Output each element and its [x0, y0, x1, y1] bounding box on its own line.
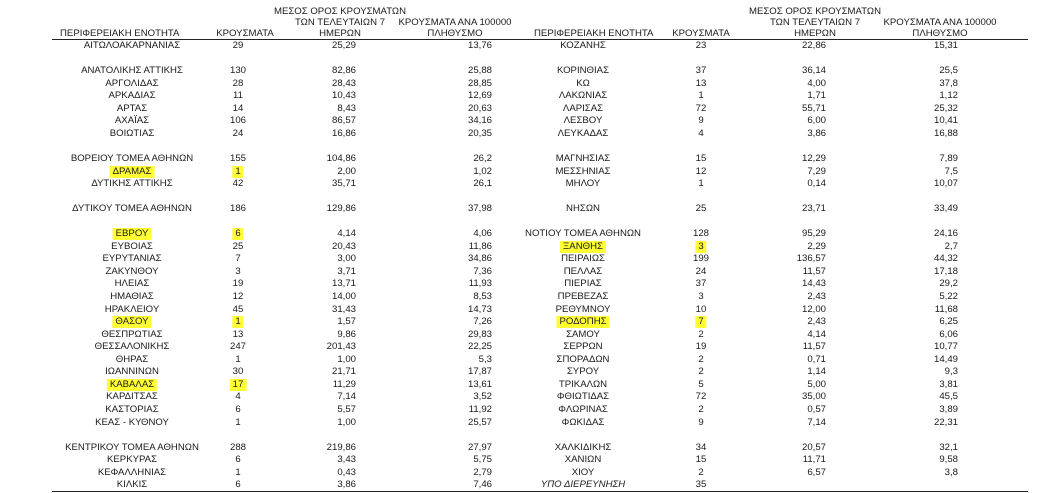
avg7-cell: 25,29: [331, 40, 356, 51]
cases-cell: 1: [235, 353, 241, 365]
per100k-cell: 8,53: [473, 291, 492, 302]
cases-cell: 23: [695, 40, 707, 51]
per100k-cell: 11,92: [468, 403, 492, 415]
cases-cell: 72: [695, 102, 707, 114]
cases-cell: 30: [232, 366, 244, 378]
per100k-cell: 7,46: [473, 479, 492, 491]
avg7-cell: 4,14: [807, 328, 826, 340]
region-name-cell: ΘΗΡΑΣ: [115, 353, 149, 365]
cases-cell: 288: [229, 441, 247, 453]
avg7-cell: 1,71: [807, 90, 826, 102]
avg7-cell: 0,43: [337, 466, 356, 478]
region-name-cell: ΑΧΑΪΑΣ: [114, 115, 150, 127]
region-name-cell: ΦΘΙΩΤΙΔΑΣ: [556, 391, 610, 403]
region-name-cell: ΣΑΜΟΥ: [566, 328, 600, 340]
avg7-cell: 4,14: [337, 228, 356, 240]
avg7-cell: 9,86: [337, 328, 356, 340]
cases-cell: 106: [229, 115, 247, 127]
per100k-cell: 3,81: [939, 378, 958, 390]
avg7-cell: 21,71: [331, 366, 356, 378]
cases-cell: 24: [232, 127, 244, 139]
cases-cell: 199: [692, 253, 710, 265]
cases-cell: 37: [695, 65, 707, 77]
region-name-cell: ΔΥΤΙΚΟΥ ΤΟΜΕΑ ΑΘΗΝΩΝ: [72, 203, 192, 215]
cases-cell: 15: [695, 152, 707, 164]
region-name-cell: ΧΑΝΙΩΝ: [564, 454, 602, 466]
cases-cell: 15: [695, 454, 707, 466]
region-name-cell: ΛΕΥΚΑΔΑΣ: [557, 127, 609, 139]
per100k-cell: 6,06: [939, 328, 958, 340]
cases-cell: 186: [229, 203, 247, 215]
avg7-cell: 2,00: [337, 165, 356, 177]
region-name-cell: ΙΩΑΝΝΙΝΩΝ: [105, 366, 159, 378]
avg7-cell: 4,00: [807, 77, 826, 89]
left-header-region: ΠΕΡΙΦΕΡΕΙΑΚΗ ΕΝΟΤΗΤΑ: [60, 28, 180, 39]
cases-cell: 4: [698, 127, 704, 139]
region-name-cell: ΚΩ: [576, 77, 590, 89]
per100k-cell: 33,49: [933, 203, 958, 215]
per100k-cell: 3,89: [939, 403, 958, 415]
avg7-cell: 55,71: [801, 102, 826, 114]
region-name-cell: ΝΗΣΩΝ: [566, 203, 600, 215]
avg7-cell: 1,14: [807, 366, 826, 378]
region-name-cell: ΚΕΦΑΛΛΗΝΙΑΣ: [97, 466, 167, 478]
avg7-cell: 11,57: [802, 265, 826, 277]
cases-cell: 1: [232, 316, 243, 328]
avg7-cell: 11,57: [802, 341, 826, 353]
region-name-cell: ΚΑΒΑΛΑΣ: [107, 379, 157, 391]
per100k-cell: 1,12: [939, 90, 958, 102]
per100k-cell: 9,3: [944, 366, 958, 378]
per100k-cell: 10,07: [933, 178, 958, 190]
avg7-cell: 35,71: [331, 178, 356, 190]
cases-cell: 10: [695, 303, 707, 315]
per100k-cell: 26,1: [473, 178, 492, 190]
cases-cell: 3: [235, 265, 241, 277]
avg7-cell: 95,29: [801, 228, 826, 240]
cases-cell: 1: [698, 90, 704, 102]
per100k-cell: 25,57: [467, 416, 492, 428]
cases-cell: 3: [695, 241, 706, 253]
cases-cell: 155: [229, 152, 247, 164]
cases-cell: 14: [232, 102, 244, 114]
region-name-cell: ΕΒΡΟΥ: [113, 228, 152, 240]
cases-cell: 2: [698, 403, 704, 415]
region-name-cell: ΠΕΛΛΑΣ: [563, 265, 603, 277]
per100k-cell: 15,31: [933, 40, 958, 51]
cases-cell: 13: [695, 77, 707, 89]
region-name-cell: ΚΑΡΔΙΤΣΑΣ: [106, 391, 158, 403]
per100k-cell: 11,68: [934, 303, 958, 315]
cases-cell: 6: [235, 479, 241, 491]
per100k-cell: 3,8: [944, 466, 958, 478]
cases-cell: 2: [698, 353, 704, 365]
cases-cell: 28: [232, 77, 244, 89]
avg7-cell: 82,86: [331, 65, 356, 77]
avg7-cell: 6,57: [807, 466, 826, 478]
per100k-cell: 10,77: [933, 341, 958, 353]
per100k-cell: 29,2: [939, 278, 958, 290]
region-name-cell: ΚΙΛΚΙΣ: [116, 479, 148, 491]
region-name-cell: ΛΕΣΒΟΥ: [563, 115, 603, 127]
per100k-cell: 24,16: [933, 228, 958, 240]
region-name-cell: ΘΑΣΟΥ: [112, 316, 151, 328]
per100k-cell: 25,32: [933, 102, 958, 114]
right-header-cases: ΚΡΟΥΣΜΑΤΑ: [672, 28, 730, 39]
avg7-cell: 104,86: [326, 152, 356, 164]
region-name-cell: ΔΥΤΙΚΗΣ ΑΤΤΙΚΗΣ: [91, 178, 173, 190]
region-name-cell: ΚΕΡΚΥΡΑΣ: [106, 454, 158, 466]
cases-cell: 34: [695, 441, 707, 453]
region-name-cell: ΚΑΣΤΟΡΙΑΣ: [105, 403, 159, 415]
per100k-cell: 3,52: [473, 391, 492, 403]
avg7-cell: 2,29: [807, 240, 826, 252]
region-name-cell: ΣΕΡΡΩΝ: [563, 341, 603, 353]
cases-cell: 12: [695, 165, 707, 177]
region-name-cell: ΜΑΓΝΗΣΙΑΣ: [555, 152, 611, 164]
right-header-per100k: ΚΡΟΥΣΜΑΤΑ ΑΝΑ 100000 ΠΛΗΘΥΣΜΟ: [883, 17, 997, 39]
cases-cell: 35: [695, 479, 707, 491]
region-name-cell: ΝΟΤΙΟΥ ΤΟΜΕΑ ΑΘΗΝΩΝ: [525, 228, 641, 240]
cases-cell: 6: [235, 454, 241, 466]
cases-cell: 29: [232, 40, 244, 51]
region-name-cell: ΗΡΑΚΛΕΙΟΥ: [104, 303, 160, 315]
region-name-cell: ΑΙΤΩΛΟΑΚΑΡΝΑΝΙΑΣ: [83, 40, 181, 51]
cases-cell: 2: [698, 328, 704, 340]
cases-cell: 130: [229, 65, 247, 77]
cases-cell: 25: [695, 203, 707, 215]
avg7-cell: 6,00: [807, 115, 826, 127]
per100k-cell: 22,25: [467, 341, 492, 353]
region-name-cell: ΘΕΣΠΡΩΤΙΑΣ: [101, 328, 163, 340]
region-name-cell: ΕΥΒΟΙΑΣ: [111, 240, 153, 252]
avg7-cell: 20,43: [331, 240, 356, 252]
region-name-cell: ΠΡΕΒΕΖΑΣ: [557, 291, 609, 302]
avg7-cell: 14,43: [801, 278, 826, 290]
avg7-cell: 12,00: [801, 303, 826, 315]
avg7-cell: 23,71: [801, 203, 826, 215]
region-name-cell: ΚΕΑΣ - ΚΥΘΝΟΥ: [95, 416, 169, 428]
region-name-cell: ΡΕΘΥΜΝΟΥ: [555, 303, 611, 315]
avg7-cell: 3,43: [337, 454, 356, 466]
per100k-cell: 7,5: [944, 165, 958, 177]
cases-cell: 72: [695, 391, 707, 403]
region-name-cell: ΜΕΣΣΗΝΙΑΣ: [555, 165, 611, 177]
avg7-cell: 3,71: [337, 265, 356, 277]
per100k-cell: 25,88: [467, 65, 492, 77]
cases-cell: 19: [695, 341, 707, 353]
cases-cell: 7: [695, 316, 706, 328]
cases-cell: 6: [232, 228, 243, 240]
avg7-cell: 7,14: [337, 391, 356, 403]
cases-cell: 19: [232, 278, 244, 290]
cases-cell: 1: [235, 466, 241, 478]
avg7-cell: 1,00: [337, 416, 356, 428]
avg7-cell: 5,57: [337, 403, 356, 415]
region-name-cell: ΤΡΙΚΑΛΩΝ: [558, 378, 608, 390]
per100k-cell: 44,32: [933, 253, 958, 265]
region-name-cell: ΒΟΙΩΤΙΑΣ: [109, 127, 155, 139]
region-name-cell: ΕΥΡΥΤΑΝΙΑΣ: [102, 253, 162, 265]
avg7-cell: 201,43: [326, 341, 356, 353]
avg7-cell: 0,14: [807, 178, 826, 190]
region-name-cell: ΥΠΟ ΔΙΕΡΕΥΝΗΣΗ: [540, 479, 626, 491]
cases-cell: 128: [692, 228, 710, 240]
per100k-cell: 14,73: [467, 303, 492, 315]
region-name-cell: ΗΛΕΙΑΣ: [114, 278, 150, 290]
per100k-cell: 10,41: [933, 115, 958, 127]
cases-cell: 1: [235, 416, 241, 428]
per100k-cell: 16,88: [933, 127, 958, 139]
region-name-cell: ΑΡΤΑΣ: [116, 102, 148, 114]
cases-cell: 1: [232, 166, 243, 178]
avg7-cell: 86,57: [331, 115, 356, 127]
left-header-per100k: ΚΡΟΥΣΜΑΤΑ ΑΝΑ 100000 ΠΛΗΘΥΣΜΟ: [398, 17, 512, 39]
region-name-cell: ΗΜΑΘΙΑΣ: [110, 291, 154, 302]
per100k-cell: 2,79: [473, 466, 492, 478]
avg7-cell: 11,71: [802, 454, 826, 466]
region-name-cell: ΠΙΕΡΙΑΣ: [564, 278, 602, 290]
left-header-avg7: ΜΕΣΟΣ ΟΡΟΣ ΚΡΟΥΣΜΑΤΩΝ ΤΩΝ ΤΕΛΕΥΤΑΙΩΝ 7 ΗΜΕΡΩΝ: [273, 6, 407, 39]
cases-cell: 6: [235, 403, 241, 415]
avg7-cell: 136,57: [796, 253, 826, 265]
per100k-cell: 1,02: [473, 165, 492, 177]
avg7-cell: 22,86: [801, 40, 826, 51]
region-name-cell: ΡΟΔΟΠΗΣ: [556, 316, 609, 328]
avg7-cell: 8,43: [337, 102, 356, 114]
avg7-cell: 2,43: [807, 291, 826, 302]
per100k-cell: 26,2: [473, 152, 492, 164]
region-name-cell: ΑΝΑΤΟΛΙΚΗΣ ΑΤΤΙΚΗΣ: [81, 65, 183, 77]
avg7-cell: 12,29: [801, 152, 826, 164]
cases-cell: 17: [230, 379, 247, 391]
avg7-cell: 31,43: [331, 303, 356, 315]
region-name-cell: ΛΑΚΩΝΙΑΣ: [558, 90, 608, 102]
per100k-cell: 25,5: [939, 65, 958, 77]
avg7-cell: 3,00: [337, 253, 356, 265]
per100k-cell: 29,83: [467, 328, 492, 340]
per100k-cell: 13,76: [467, 40, 492, 51]
per100k-cell: 7,26: [473, 316, 492, 328]
region-name-cell: ΔΡΑΜΑΣ: [110, 166, 155, 178]
per100k-cell: 5,3: [478, 353, 492, 365]
avg7-cell: 0,71: [807, 353, 826, 365]
avg7-cell: 36,14: [801, 65, 826, 77]
header-underline: [52, 39, 1028, 40]
per100k-cell: 34,86: [467, 253, 492, 265]
region-name-cell: ΦΩΚΙΔΑΣ: [561, 416, 605, 428]
cases-cell: 3: [698, 291, 704, 302]
avg7-cell: 11,29: [332, 378, 356, 390]
avg7-cell: 1,57: [337, 316, 356, 328]
per100k-cell: 20,35: [467, 127, 492, 139]
per100k-cell: 11,86: [468, 240, 492, 252]
per100k-cell: 37,8: [939, 77, 958, 89]
per100k-cell: 32,1: [939, 441, 958, 453]
cases-cell: 42: [232, 178, 244, 190]
region-name-cell: ΧΑΛΚΙΔΙΚΗΣ: [554, 441, 612, 453]
per100k-cell: 28,85: [467, 77, 492, 89]
cases-cell: 1: [698, 178, 704, 190]
region-name-cell: ΣΠΟΡΑΔΩΝ: [556, 353, 610, 365]
region-name-cell: ΠΕΙΡΑΙΩΣ: [561, 253, 605, 265]
per100k-cell: 11,93: [468, 278, 492, 290]
avg7-cell: 3,86: [337, 479, 356, 491]
per100k-cell: 17,18: [933, 265, 958, 277]
cases-cell: 25: [232, 240, 244, 252]
avg7-cell: 5,00: [807, 378, 826, 390]
per100k-cell: 34,16: [467, 115, 492, 127]
region-name-cell: ΣΥΡΟΥ: [566, 366, 600, 378]
cases-cell: 7: [235, 253, 241, 265]
per100k-cell: 6,25: [939, 316, 958, 328]
per100k-cell: 9,58: [939, 454, 958, 466]
cases-cell: 9: [698, 416, 704, 428]
avg7-cell: 28,43: [331, 77, 356, 89]
avg7-cell: 7,29: [807, 165, 826, 177]
right-header-avg7: ΜΕΣΟΣ ΟΡΟΣ ΚΡΟΥΣΜΑΤΩΝ ΤΩΝ ΤΕΛΕΥΤΑΙΩΝ 7 ΗΜΕΡΩΝ: [748, 6, 882, 39]
per100k-cell: 45,5: [939, 391, 958, 403]
region-name-cell: ΛΑΡΙΣΑΣ: [562, 102, 604, 114]
avg7-cell: 10,43: [331, 90, 356, 102]
region-name-cell: ΒΟΡΕΙΟΥ ΤΟΜΕΑ ΑΘΗΝΩΝ: [70, 152, 194, 164]
avg7-cell: 2,43: [807, 316, 826, 328]
per100k-cell: 27,97: [467, 441, 492, 453]
per100k-cell: 4,06: [473, 228, 492, 240]
region-name-cell: ΜΗΛΟΥ: [565, 178, 601, 190]
per100k-cell: 22,31: [933, 416, 958, 428]
cases-cell: 5: [698, 378, 704, 390]
avg7-cell: 1,00: [337, 353, 356, 365]
per100k-cell: 20,63: [467, 102, 492, 114]
region-name-cell: ΚΟΖΑΝΗΣ: [560, 40, 606, 51]
cases-cell: 12: [232, 291, 244, 302]
region-name-cell: ΦΛΩΡΙΝΑΣ: [558, 403, 608, 415]
per100k-cell: 17,87: [467, 366, 492, 378]
avg7-cell: 7,14: [807, 416, 826, 428]
region-name-cell: ΧΙΟΥ: [571, 466, 595, 478]
region-name-cell: ΚΕΝΤΡΙΚΟΥ ΤΟΜΕΑ ΑΘΗΝΩΝ: [65, 441, 199, 453]
per100k-cell: 5,75: [473, 454, 492, 466]
avg7-cell: 129,86: [326, 203, 356, 215]
avg7-cell: 13,71: [331, 278, 356, 290]
cases-cell: 37: [695, 278, 707, 290]
per100k-cell: 13,61: [467, 378, 492, 390]
region-name-cell: ΚΟΡΙΝΘΙΑΣ: [556, 65, 610, 77]
per100k-cell: 14,49: [933, 353, 958, 365]
region-name-cell: ΘΕΣΣΑΛΟΝΙΚΗΣ: [94, 341, 170, 353]
avg7-cell: 14,00: [331, 291, 356, 302]
cases-cell: 2: [698, 366, 704, 378]
cases-cell: 24: [695, 265, 707, 277]
left-header-cases: ΚΡΟΥΣΜΑΤΑ: [216, 28, 274, 39]
avg7-cell: 219,86: [326, 441, 356, 453]
cases-cell: 45: [232, 303, 244, 315]
cases-cell: 2: [698, 466, 704, 478]
per100k-cell: 5,22: [939, 291, 958, 302]
avg7-cell: 3,86: [807, 127, 826, 139]
region-name-cell: ΑΡΚΑΔΙΑΣ: [108, 90, 156, 102]
cases-cell: 11: [233, 90, 243, 102]
per100k-cell: 7,36: [473, 265, 492, 277]
per100k-cell: 37,98: [467, 203, 492, 215]
avg7-cell: 0,57: [807, 403, 826, 415]
per100k-cell: 2,7: [944, 240, 958, 252]
avg7-cell: 20,57: [801, 441, 826, 453]
region-name-cell: ΑΡΓΟΛΙΔΑΣ: [105, 77, 159, 89]
cases-cell: 4: [235, 391, 241, 403]
region-name-cell: ΖΑΚΥΝΘΟΥ: [105, 265, 159, 277]
avg7-cell: 16,86: [331, 127, 356, 139]
right-header-region: ΠΕΡΙΦΕΡΕΙΑΚΗ ΕΝΟΤΗΤΑ: [534, 28, 654, 39]
per100k-cell: 7,89: [939, 152, 958, 164]
avg7-cell: 35,00: [801, 391, 826, 403]
per100k-cell: 12,69: [467, 90, 492, 102]
cases-cell: 247: [229, 341, 247, 353]
cases-cell: 13: [232, 328, 244, 340]
cases-cell: 9: [698, 115, 704, 127]
region-name-cell: ΞΑΝΘΗΣ: [560, 241, 606, 253]
